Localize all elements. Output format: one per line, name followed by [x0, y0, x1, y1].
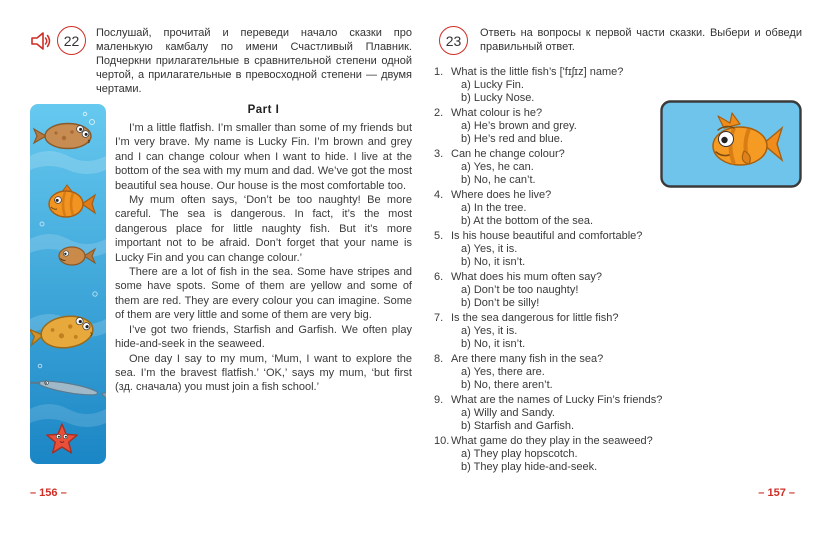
story-paragraph: I’ve got two friends, Starfish and Garfish. We often play hide-and-seek in the seaweed.	[115, 323, 412, 351]
story-paragraph: I’m a little flatfish. I’m smaller than some of my friends but I’m very brave. My name is Lucky Fin. I’m brown and grey and I can change colour when I want to hide. I live at the bottom of the sea with my mum and dad. We’ve got the most beautiful sea house. Our house is the most comfortable too.	[115, 122, 412, 192]
option-a: a) Yes, there are.	[461, 366, 545, 378]
right-page	[434, 26, 802, 476]
option-a: a) Yes, it is.	[461, 325, 518, 337]
story-section	[30, 104, 412, 464]
fish-illustration-strip	[30, 104, 106, 464]
question-text: Where does he live?	[451, 189, 552, 201]
question-text: Is his house beautiful and comfortable?	[451, 230, 643, 242]
option-a: a) Yes, it is.	[461, 243, 518, 255]
exercise-23-instruction: Ответь на вопросы к первой части сказки. Выбери и обведи правильный ответ.	[480, 27, 802, 53]
option-b: b) Starfish and Garfish.	[461, 420, 575, 432]
question-line	[434, 435, 802, 448]
question-line	[434, 312, 802, 325]
questions-list	[434, 66, 802, 474]
option-b: b) At the bottom of the sea.	[461, 215, 594, 227]
page-number-right: – 157 –	[758, 487, 795, 499]
page-number-left: – 156 –	[30, 487, 67, 499]
question-line	[434, 394, 802, 407]
question-line	[434, 230, 802, 243]
question-text: What is the little fish’s ['fɪʃɪz] name?	[451, 66, 624, 78]
story-column	[115, 104, 412, 464]
option-b: b) Don’t be silly!	[461, 297, 540, 309]
question-number: 3.	[434, 148, 444, 160]
question-number: 10.	[434, 435, 450, 447]
story-text	[115, 121, 412, 395]
question-line	[434, 66, 802, 79]
question-text: What does his mum often say?	[451, 271, 603, 283]
story-paragraph: My mum often says, ‘Don’t be too naughty! Be more careful. The sea is dangerous. In fact, it’s the most dangerous place for little naughty fish. But it’s more important not to be afraid. Don’t forget that your name is Lucky Fin and you can change colour.’	[115, 194, 412, 264]
question-number: 8.	[434, 353, 444, 365]
exercise-22-header	[30, 26, 412, 96]
question-item	[434, 353, 802, 392]
option-a: a) He’s brown and grey.	[461, 120, 577, 132]
question-number: 9.	[434, 394, 444, 406]
option-a: a) Willy and Sandy.	[461, 407, 555, 419]
option-a: a) They play hopscotch.	[461, 448, 578, 460]
story-paragraph: There are a lot of fish in the sea. Some have stripes and some have spots. Some of them are yellow and some of them are red. They are every colour you can imagine. Some of them are very little and some of them are very big.	[115, 266, 412, 322]
exercise-number-badge	[439, 26, 468, 55]
question-text: Is the sea dangerous for little fish?	[451, 312, 619, 324]
question-text: What are the names of Lucky Fin’s friends?	[451, 394, 663, 406]
option-b: b) Lucky Nose.	[461, 92, 535, 104]
question-item	[434, 312, 802, 351]
option-b: b) No, there aren’t.	[461, 379, 553, 391]
exercise-number: 22	[63, 32, 80, 49]
question-item	[434, 435, 802, 474]
question-line	[434, 353, 802, 366]
exercise-number: 23	[445, 32, 462, 49]
option-b: b) He’s red and blue.	[461, 133, 563, 145]
option-b: b) No, he can’t.	[461, 174, 536, 186]
question-text: What game do they play in the seaweed?	[451, 435, 653, 447]
question-item	[434, 189, 802, 228]
option-a: a) Don’t be too naughty!	[461, 284, 579, 296]
option-a: a) Yes, he can.	[461, 161, 534, 173]
question-number: 6.	[434, 271, 444, 283]
question-number: 7.	[434, 312, 444, 324]
option-a: a) In the tree.	[461, 202, 527, 214]
question-text: Can he change colour?	[451, 148, 565, 160]
part-title: Part I	[247, 104, 280, 116]
option-b: b) No, it isn’t.	[461, 256, 526, 268]
left-page	[30, 26, 412, 464]
exercise-22-instruction: Послушай, прочитай и переведи начало сказки про маленькую камбалу по имени Счастливый Плавник. Подчеркни прилагательные в сравнительной степени одной чертой, а прилагательные в превосходной степени — двумя чертами.	[96, 27, 412, 95]
question-number: 2.	[434, 107, 444, 119]
question-line	[434, 271, 802, 284]
question-text: What colour is he?	[451, 107, 543, 119]
option-b: b) They play hide-and-seek.	[461, 461, 598, 473]
speaker-icon	[30, 31, 52, 56]
question-item	[434, 230, 802, 269]
question-number: 5.	[434, 230, 444, 242]
question-item	[434, 271, 802, 310]
story-paragraph: One day I say to my mum, ‘Mum, I want to explore the sea. I’m the bravest flatfish.’ ‘OK,’ says my mum, ‘but first (зд. сначала) you must join a fish school.’	[115, 352, 412, 394]
option-b: b) No, it isn’t.	[461, 338, 526, 350]
exercise-23-header	[434, 26, 802, 55]
question-text: Are there many fish in the sea?	[451, 353, 604, 365]
question-number: 1.	[434, 66, 444, 78]
question-item	[434, 394, 802, 433]
fish-illustration-box	[660, 100, 802, 188]
option-a: a) Lucky Fin.	[461, 79, 524, 91]
exercise-number-badge	[57, 26, 86, 55]
question-number: 4.	[434, 189, 444, 201]
question-line	[434, 189, 802, 202]
